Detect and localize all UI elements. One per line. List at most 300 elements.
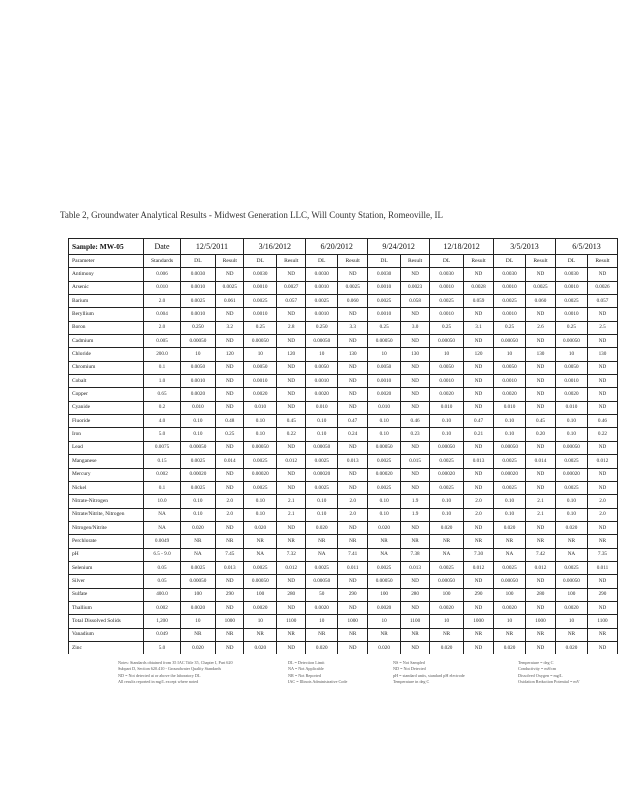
value-cell: ND [277, 601, 306, 614]
value-cell: ND [464, 601, 494, 614]
value-cell: 0.25 [216, 428, 244, 441]
value-cell: 280 [526, 588, 556, 601]
value-cell: 2.0 [587, 495, 617, 508]
notes-column [393, 660, 465, 686]
value-cell: 0.00050 [494, 441, 526, 454]
value-cell: 3.3 [338, 321, 368, 334]
value-cell: 0.0025 [368, 455, 401, 468]
value-cell: 2.0 [216, 508, 244, 521]
value-cell: ND [587, 361, 617, 374]
table-row [69, 388, 618, 401]
note-line: ND = Not detected at or above the laboratory DL [118, 672, 201, 678]
value-cell: 0.22 [277, 428, 306, 441]
column-header: Result [277, 255, 306, 268]
standard-cell: 5.0 [144, 641, 180, 654]
value-cell: 0.23 [401, 428, 430, 441]
value-cell: 0.0020 [306, 601, 338, 614]
value-cell: ND [338, 575, 368, 588]
value-cell: ND [216, 641, 244, 654]
standard-cell: 0.1 [144, 481, 180, 494]
value-cell: 10 [368, 615, 401, 628]
value-cell: 0.012 [464, 561, 494, 574]
value-cell: 0.0020 [494, 601, 526, 614]
value-cell: ND [587, 601, 617, 614]
value-cell: 2.0 [464, 508, 494, 521]
value-cell: ND [338, 641, 368, 654]
value-cell: 0.020 [180, 521, 216, 534]
value-cell: 7.30 [464, 548, 494, 561]
standard-cell: 200.0 [144, 348, 180, 361]
value-cell: 0.0010 [244, 281, 277, 294]
column-header-row [69, 255, 618, 268]
parameter-cell: Selenium [69, 561, 144, 574]
note-line: IAC = Illinois Administrative Code [288, 679, 348, 685]
value-cell: 0.0010 [430, 375, 464, 388]
standard-cell: 0.65 [144, 388, 180, 401]
value-cell: 130 [587, 348, 617, 361]
value-cell: 0.014 [216, 455, 244, 468]
value-cell: 7.32 [277, 548, 306, 561]
value-cell: 0.10 [555, 508, 587, 521]
value-cell: 0.0020 [244, 388, 277, 401]
value-cell: 0.012 [526, 561, 556, 574]
value-cell: NR [277, 628, 306, 641]
parameter-cell: Nitrate-Nitrogen [69, 495, 144, 508]
value-cell: ND [401, 468, 430, 481]
value-cell: 0.00020 [430, 468, 464, 481]
value-cell: NR [277, 535, 306, 548]
value-cell: 0.10 [430, 428, 464, 441]
value-cell: 0.0025 [368, 295, 401, 308]
value-cell: 0.0010 [555, 375, 587, 388]
value-cell: 0.057 [587, 295, 617, 308]
value-cell: ND [216, 335, 244, 348]
value-cell: 1000 [526, 615, 556, 628]
value-cell: 0.45 [277, 415, 306, 428]
value-cell: 1.9 [401, 495, 430, 508]
value-cell: 10 [430, 615, 464, 628]
standard-cell: 400.0 [144, 588, 180, 601]
standard-cell: NA [144, 508, 180, 521]
value-cell: 0.20 [526, 428, 556, 441]
value-cell: 0.00050 [494, 335, 526, 348]
value-cell: 0.00050 [368, 575, 401, 588]
note-line: Conductivity = mS/cm [518, 666, 557, 672]
value-cell: ND [277, 335, 306, 348]
value-cell: 1000 [216, 615, 244, 628]
standard-cell: 0.049 [144, 628, 180, 641]
value-cell: 1100 [587, 615, 617, 628]
value-cell: ND [464, 401, 494, 414]
note-line: ND = Not Detected [393, 666, 426, 672]
parameter-cell: Barium [69, 295, 144, 308]
value-cell: NA [368, 548, 401, 561]
value-cell: 0.020 [244, 521, 277, 534]
value-cell: 0.0050 [430, 361, 464, 374]
value-cell: 0.010 [180, 401, 216, 414]
date-header: 6/20/2012 [306, 239, 368, 255]
value-cell: 0.0030 [494, 268, 526, 281]
value-cell: 0.00050 [368, 441, 401, 454]
value-cell: ND [216, 388, 244, 401]
value-cell: ND [216, 575, 244, 588]
value-cell: 0.25 [430, 321, 464, 334]
value-cell: 0.0025 [555, 295, 587, 308]
value-cell: ND [587, 401, 617, 414]
date-header: 12/18/2012 [430, 239, 494, 255]
value-cell: ND [587, 375, 617, 388]
value-cell: 0.0020 [180, 601, 216, 614]
table-row [69, 295, 618, 308]
value-cell: NR [464, 628, 494, 641]
value-cell: 0.020 [368, 521, 401, 534]
parameter-cell: Nitrate/Nitrite, Nitrogen [69, 508, 144, 521]
value-cell: ND [526, 468, 556, 481]
table-row [69, 321, 618, 334]
value-cell: ND [338, 481, 368, 494]
value-cell: 0.0025 [555, 481, 587, 494]
note-line: Temperature in deg C [393, 679, 430, 685]
value-cell: 0.0025 [306, 481, 338, 494]
value-cell: NR [368, 628, 401, 641]
value-cell: 0.020 [555, 521, 587, 534]
standard-cell: 2.0 [144, 295, 180, 308]
value-cell: 0.00050 [244, 575, 277, 588]
table-row [69, 548, 618, 561]
value-cell: 10 [306, 615, 338, 628]
value-cell: 0.0025 [430, 561, 464, 574]
value-cell: 0.0020 [430, 388, 464, 401]
value-cell: 0.020 [430, 641, 464, 654]
value-cell: ND [401, 388, 430, 401]
value-cell: ND [464, 481, 494, 494]
note-line: Oxidation Reduction Potential = mV [518, 679, 580, 685]
value-cell: 0.060 [526, 295, 556, 308]
value-cell: 10 [555, 348, 587, 361]
value-cell: ND [587, 481, 617, 494]
value-cell: ND [464, 268, 494, 281]
value-cell: 0.0010 [430, 281, 464, 294]
value-cell: ND [401, 441, 430, 454]
standard-cell: 0.05 [144, 561, 180, 574]
standard-cell: 5.0 [144, 428, 180, 441]
standard-cell: 4.0 [144, 415, 180, 428]
value-cell: 10 [306, 348, 338, 361]
value-cell: 0.0030 [180, 268, 216, 281]
table-row [69, 615, 618, 628]
value-cell: ND [526, 481, 556, 494]
value-cell: 0.0010 [555, 308, 587, 321]
value-cell: 0.0010 [555, 281, 587, 294]
value-cell: ND [216, 308, 244, 321]
value-cell: 0.00050 [555, 335, 587, 348]
table-row [69, 415, 618, 428]
value-cell: 0.0010 [180, 281, 216, 294]
value-cell: 1100 [401, 615, 430, 628]
value-cell: 0.0010 [244, 308, 277, 321]
value-cell: 100 [244, 588, 277, 601]
parameter-cell: Arsenic [69, 281, 144, 294]
value-cell: ND [277, 401, 306, 414]
value-cell: 0.25 [555, 321, 587, 334]
value-cell: 0.0010 [368, 375, 401, 388]
date-header: 3/16/2012 [244, 239, 306, 255]
standard-cell: 1.0 [144, 375, 180, 388]
value-cell: NR [401, 535, 430, 548]
value-cell: NR [555, 628, 587, 641]
value-cell: 3.1 [464, 321, 494, 334]
value-cell: 0.0025 [430, 455, 464, 468]
notes-column [518, 660, 580, 686]
value-cell: 0.00020 [244, 468, 277, 481]
value-cell: 0.0025 [430, 481, 464, 494]
value-cell: 10 [244, 615, 277, 628]
column-header: DL [368, 255, 401, 268]
parameter-cell: Zinc [69, 641, 144, 654]
value-cell: 2.8 [277, 321, 306, 334]
column-header: DL [180, 255, 216, 268]
table-row [69, 588, 618, 601]
sample-label: Sample: MW-05 [69, 239, 144, 255]
value-cell: 280 [277, 588, 306, 601]
parameter-cell: Thallium [69, 601, 144, 614]
column-header: DL [306, 255, 338, 268]
value-cell: 0.0025 [494, 561, 526, 574]
value-cell: ND [464, 361, 494, 374]
value-cell: 0.0050 [244, 361, 277, 374]
column-header: Result [216, 255, 244, 268]
value-cell: 2.0 [464, 495, 494, 508]
value-cell: 0.0050 [555, 361, 587, 374]
value-cell: 0.10 [244, 495, 277, 508]
value-cell: 290 [464, 588, 494, 601]
value-cell: ND [587, 575, 617, 588]
value-cell: ND [526, 575, 556, 588]
value-cell: 0.10 [180, 508, 216, 521]
value-cell: ND [338, 601, 368, 614]
value-cell: 0.057 [277, 295, 306, 308]
value-cell: NA [494, 548, 526, 561]
value-cell: 2.6 [526, 321, 556, 334]
value-cell: 0.010 [430, 401, 464, 414]
value-cell: ND [338, 388, 368, 401]
value-cell: 0.011 [338, 561, 368, 574]
value-cell: ND [587, 308, 617, 321]
notes-column [288, 660, 347, 686]
value-cell: 0.012 [587, 455, 617, 468]
table-row [69, 521, 618, 534]
value-cell: NA [244, 548, 277, 561]
value-cell: 0.10 [244, 428, 277, 441]
parameter-cell: pH [69, 548, 144, 561]
value-cell: ND [464, 468, 494, 481]
value-cell: 0.0020 [368, 388, 401, 401]
value-cell: 0.010 [555, 401, 587, 414]
value-cell: NR [244, 535, 277, 548]
value-cell: 0.010 [306, 401, 338, 414]
value-cell: 0.0025 [430, 295, 464, 308]
column-header: Result [526, 255, 556, 268]
value-cell: 7.41 [338, 548, 368, 561]
value-cell: NR [306, 628, 338, 641]
value-cell: ND [587, 388, 617, 401]
value-cell: ND [277, 361, 306, 374]
value-cell: 0.00050 [180, 575, 216, 588]
value-cell: ND [338, 335, 368, 348]
value-cell: ND [277, 308, 306, 321]
column-header: Result [464, 255, 494, 268]
value-cell: 0.061 [216, 295, 244, 308]
parameter-cell: Perchlorate [69, 535, 144, 548]
value-cell: 1.9 [401, 508, 430, 521]
value-cell: ND [216, 468, 244, 481]
value-cell: 100 [494, 588, 526, 601]
value-cell: 0.00050 [244, 441, 277, 454]
value-cell: 0.0010 [430, 308, 464, 321]
value-cell: ND [464, 335, 494, 348]
value-cell: ND [338, 441, 368, 454]
value-cell: 2.0 [338, 495, 368, 508]
value-cell: 0.25 [244, 321, 277, 334]
value-cell: 0.0020 [555, 388, 587, 401]
value-cell: 0.0025 [338, 281, 368, 294]
value-cell: 0.10 [180, 428, 216, 441]
value-cell: 0.020 [430, 521, 464, 534]
value-cell: 0.00020 [494, 468, 526, 481]
value-cell: 0.0050 [494, 361, 526, 374]
column-header: DL [555, 255, 587, 268]
value-cell: 0.020 [306, 641, 338, 654]
value-cell: 0.10 [180, 415, 216, 428]
value-cell: 0.0023 [401, 281, 430, 294]
value-cell: 10 [430, 348, 464, 361]
value-cell: 0.10 [555, 415, 587, 428]
value-cell: 0.058 [401, 295, 430, 308]
value-cell: ND [338, 521, 368, 534]
standard-cell: 0.010 [144, 281, 180, 294]
table-row [69, 268, 618, 281]
value-cell: ND [401, 361, 430, 374]
value-cell: 130 [338, 348, 368, 361]
value-cell: 0.25 [494, 321, 526, 334]
parameter-cell: Total Dissolved Solids [69, 615, 144, 628]
value-cell: 0.020 [368, 641, 401, 654]
value-cell: 2.0 [216, 495, 244, 508]
value-cell: 0.0026 [587, 281, 617, 294]
value-cell: 130 [401, 348, 430, 361]
column-header: DL [244, 255, 277, 268]
value-cell: NR [180, 628, 216, 641]
value-cell: 0.46 [401, 415, 430, 428]
parameter-cell: Chromium [69, 361, 144, 374]
standard-cell: 0.05 [144, 575, 180, 588]
value-cell: 0.0050 [306, 361, 338, 374]
value-cell: 0.00050 [180, 441, 216, 454]
value-cell: 0.47 [464, 415, 494, 428]
value-cell: ND [277, 441, 306, 454]
results-table-container [68, 238, 618, 654]
value-cell: 0.0020 [180, 388, 216, 401]
value-cell: 0.010 [368, 401, 401, 414]
value-cell: 7.38 [401, 548, 430, 561]
value-cell: 2.1 [277, 495, 306, 508]
value-cell: NR [494, 628, 526, 641]
value-cell: 0.47 [338, 415, 368, 428]
parameter-cell: Copper [69, 388, 144, 401]
value-cell: 0.00050 [430, 335, 464, 348]
value-cell: 0.00050 [494, 575, 526, 588]
value-cell: ND [216, 361, 244, 374]
value-cell: ND [277, 641, 306, 654]
table-row [69, 375, 618, 388]
note-line: Notes: Standards obtained from 35 IAC Title 35, Chapter I, Part 620 [118, 660, 233, 665]
table-title: Table 2, Groundwater Analytical Results - Midwest Generation LLC, Will County Station, Romeoville, IL [60, 210, 444, 220]
parameter-cell: Cobalt [69, 375, 144, 388]
value-cell: 0.00050 [180, 335, 216, 348]
value-cell: 0.0020 [430, 601, 464, 614]
value-cell: 0.10 [180, 495, 216, 508]
value-cell: 1100 [277, 615, 306, 628]
column-header: Result [587, 255, 617, 268]
value-cell: ND [526, 361, 556, 374]
value-cell: 0.0010 [368, 308, 401, 321]
value-cell: ND [277, 375, 306, 388]
value-cell: 0.013 [338, 455, 368, 468]
value-cell: 0.013 [216, 561, 244, 574]
value-cell: NR [368, 535, 401, 548]
value-cell: NR [587, 628, 617, 641]
note-line: Dissolved Oxygen = mg/L [518, 672, 563, 678]
date-header: 9/24/2012 [368, 239, 430, 255]
value-cell: ND [526, 308, 556, 321]
value-cell: 10 [180, 348, 216, 361]
value-cell: ND [338, 268, 368, 281]
value-cell: ND [401, 308, 430, 321]
value-cell: 2.0 [587, 508, 617, 521]
value-cell: ND [216, 401, 244, 414]
note-line: Subpart D, Section 620.410 - Groundwater Quality Standards [118, 666, 222, 672]
value-cell: NR [401, 628, 430, 641]
standard-cell: 0.002 [144, 601, 180, 614]
value-cell: 0.10 [430, 495, 464, 508]
table-row [69, 281, 618, 294]
value-cell: 0.015 [401, 455, 430, 468]
column-header: Parameter [69, 255, 144, 268]
value-cell: 0.21 [464, 428, 494, 441]
value-cell: 1000 [464, 615, 494, 628]
value-cell: 0.0025 [180, 481, 216, 494]
value-cell: 0.10 [494, 508, 526, 521]
parameter-cell: Fluoride [69, 415, 144, 428]
date-header-row [69, 239, 618, 255]
value-cell: 0.0030 [368, 268, 401, 281]
value-cell: 0.014 [526, 455, 556, 468]
value-cell: 0.00050 [430, 441, 464, 454]
value-cell: 0.0025 [216, 281, 244, 294]
parameter-cell: Manganese [69, 455, 144, 468]
value-cell: NA [180, 548, 216, 561]
value-cell: 0.012 [277, 455, 306, 468]
value-cell: 120 [464, 348, 494, 361]
value-cell: 0.10 [430, 415, 464, 428]
table-row [69, 508, 618, 521]
value-cell: 0.10 [368, 508, 401, 521]
value-cell: 0.0025 [526, 281, 556, 294]
value-cell: 0.10 [494, 415, 526, 428]
value-cell: 0.059 [464, 295, 494, 308]
value-cell: ND [526, 441, 556, 454]
parameter-cell: Antimony [69, 268, 144, 281]
